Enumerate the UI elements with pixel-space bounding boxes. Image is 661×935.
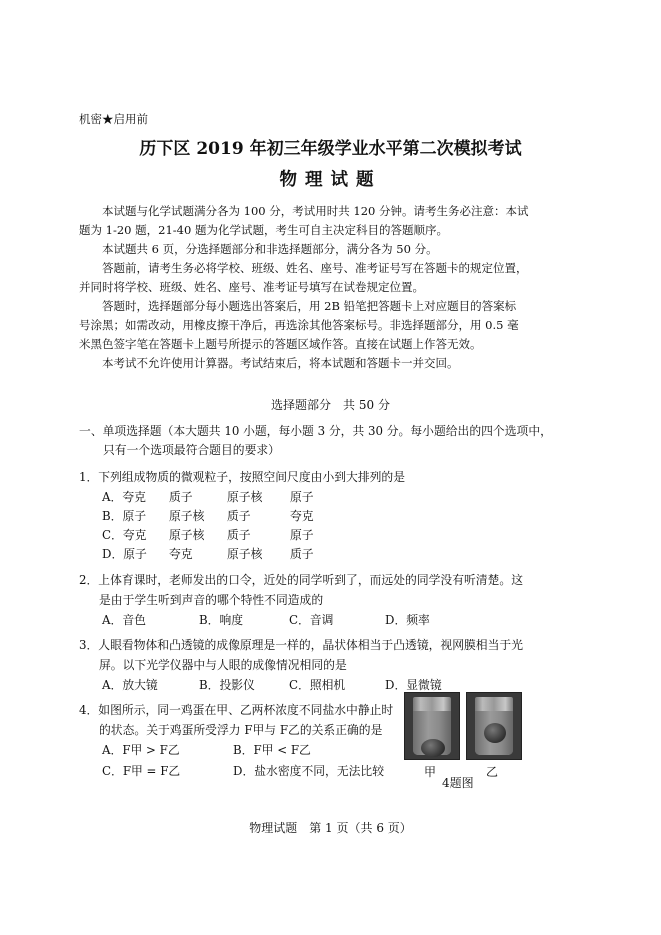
instruction-line: 答题时，选择题部分每小题选出答案后，用 2B 铅笔把答题卡上对应题目的答案标 xyxy=(102,299,517,313)
option-b: B．原子 xyxy=(102,509,147,523)
option-b-item: 质子 xyxy=(227,509,251,523)
option-d-item: 原子核 xyxy=(227,547,263,561)
glass-b xyxy=(475,697,513,755)
question-stem-cont: 是由于学生听到声音的哪个特性不同造成的 xyxy=(99,593,324,607)
subject-title: 物理试题 xyxy=(279,170,382,190)
instruction-line: 本试题与化学试题满分各为 100 分，考试用时共 120 分钟。请考生务必注意：本试 xyxy=(102,204,529,218)
beaker-photo-a xyxy=(404,692,460,760)
option-d: D．频率 xyxy=(385,613,430,627)
instruction-line: 答题前，请考生务必将学校、班级、姓名、座号、准考证号写在答题卡的规定位置， xyxy=(102,261,528,275)
option-d-item: 夸克 xyxy=(169,547,193,561)
question-stem: 3．人眼看物体和凸透镜的成像原理是一样的，晶状体相当于凸透镜，视网膜相当于光 xyxy=(79,638,523,652)
option-a: A．音色 xyxy=(102,613,146,627)
instruction-line: 并同时将学校、班级、姓名、座号、准考证号填写在试卷规定位置。 xyxy=(79,280,424,294)
figure-caption: 4题图 xyxy=(442,776,474,790)
part-heading-cont: 只有一个选项最符合题目的要求） xyxy=(103,443,280,457)
option-a-item: 原子 xyxy=(290,490,314,504)
option-b: B．响度 xyxy=(199,613,244,627)
option-c-item: 原子核 xyxy=(169,528,205,542)
option-b-item: 夸克 xyxy=(290,509,314,523)
option-c: C．照相机 xyxy=(289,678,346,692)
question-stem-cont: 的状态。关于鸡蛋所受浮力 F甲与 F乙的关系正确的是 xyxy=(99,723,383,737)
option-c: C．F甲 = F乙 xyxy=(102,764,181,778)
question-stem: 2．上体育课时，老师发出的口令，近处的同学听到了，而远处的同学没有听清楚。这 xyxy=(79,573,523,587)
option-a-item: 原子核 xyxy=(227,490,263,504)
section-heading: 选择题部分 共 50 分 xyxy=(271,398,390,412)
label-yi: 乙 xyxy=(486,765,499,779)
option-b: B．投影仪 xyxy=(199,678,255,692)
option-c-item: 原子 xyxy=(290,528,314,542)
beaker-photo-b xyxy=(466,692,522,760)
option-a: A．放大镜 xyxy=(102,678,158,692)
glass-a xyxy=(413,697,451,755)
option-d-item: 质子 xyxy=(290,547,314,561)
option-c-item: 质子 xyxy=(227,528,251,542)
option-d: D．原子 xyxy=(102,547,147,561)
option-a-item: 质子 xyxy=(169,490,193,504)
instruction-line: 米黑色签字笔在答题卡上题号所提示的答题区域作答。直接在试题上作答无效。 xyxy=(79,337,482,351)
page-footer: 物理试题 第 1 页（共 6 页） xyxy=(249,821,412,835)
instruction-line: 本试题共 6 页，分选择题部分和非选择题部分，满分各为 50 分。 xyxy=(102,242,438,256)
option-b: B．F甲 < F乙 xyxy=(233,743,311,757)
exam-title: 历下区 2019 年初三年级学业水平第二次模拟考试 xyxy=(139,139,522,159)
option-b-item: 原子核 xyxy=(169,509,205,523)
option-c: C．音调 xyxy=(289,613,334,627)
instruction-line: 号涂黑；如需改动，用橡皮擦干净后，再选涂其他答案标号。非选择题部分，用 0.5 毫 xyxy=(79,318,519,332)
option-a: A．F甲 > F乙 xyxy=(102,743,180,757)
label-jia: 甲 xyxy=(424,765,437,779)
confidential-label: 机密★启用前 xyxy=(79,112,148,126)
instruction-line: 本考试不允许使用计算器。考试结束后，将本试题和答题卡一并交回。 xyxy=(102,356,459,370)
instruction-line: 题为 1-20 题，21-40 题为化学试题，考生可自主决定科目的答题顺序。 xyxy=(79,223,448,237)
part-heading: 一、单项选择题（本大题共 10 小题，每小题 3 分，共 30 分。每小题给出的四个选项中， xyxy=(79,424,552,438)
egg-a xyxy=(421,739,445,757)
option-c: C．夸克 xyxy=(102,528,147,542)
egg-b xyxy=(484,723,506,743)
option-a: A．夸克 xyxy=(102,490,146,504)
question-stem: 4．如图所示，同一鸡蛋在甲、乙两杯浓度不同盐水中静止时 xyxy=(79,703,394,717)
option-d: D．盐水密度不同，无法比较 xyxy=(233,764,385,778)
question-stem-cont: 屏。以下光学仪器中与人眼的成像情况相同的是 xyxy=(99,658,347,672)
option-d: D．显微镜 xyxy=(385,678,442,692)
question-stem: 1．下列组成物质的微观粒子，按照空间尺度由小到大排列的是 xyxy=(79,470,406,484)
